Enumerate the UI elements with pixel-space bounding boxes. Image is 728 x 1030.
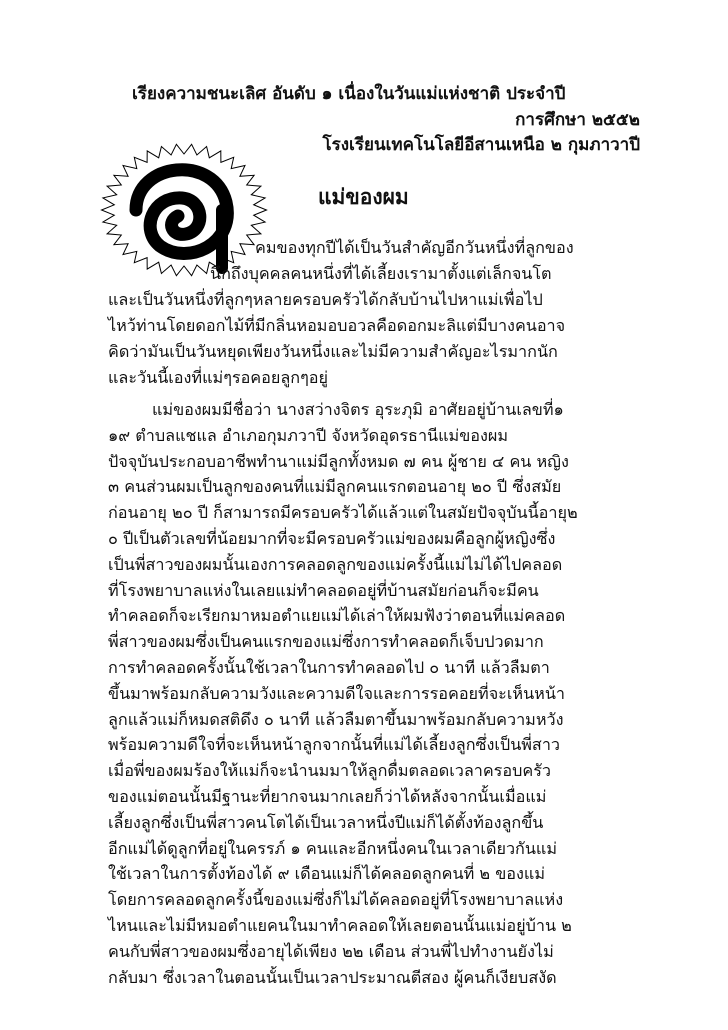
body-line: ที่โรงพยาบาลแห่งในเลยแม่ทำคลอดอยู่ที่บ้านสมัยก่อนก็จะมีคน bbox=[108, 580, 539, 600]
header-line-2: การศึกษา ๒๕๕๒ bbox=[515, 110, 640, 130]
body-line: ก่อนอายุ ๒๐ ปี ก็สามารถมีครอบครัวได้แล้วแต่ในสมัยปัจจุบันนี้อายุ๒ bbox=[108, 503, 578, 523]
body-line: ใช้เวลาในการตั้งท้องได้ ๙ เดือนแม่ก็ได้คลอดลูกคนที่ ๒ ของแม่ bbox=[108, 864, 546, 884]
intro-line-6: และวันนี้เองที่แม่ๆรอคอยลูกๆอยู่ bbox=[108, 368, 328, 387]
dropcap-numeral-icon bbox=[96, 140, 278, 280]
body-line: การทำคลอดครั้งนั้นใช้เวลาในการทำคลอดไป ๐ นาที แล้วลืมตา bbox=[108, 658, 550, 677]
header-line-3: โรงเรียนเทคโนโลยีอีสานเหนือ ๒ กุมภาวาปี bbox=[322, 135, 640, 155]
body-line: พี่สาวของผมซึ่งเป็นคนแรกของแม่ซึ่งการทำคลอดก็เจ็บปวดมาก bbox=[108, 632, 544, 652]
intro-line-2: นึกถึงบุคคลคนหนึ่งที่ได้เลี้ยงเรามาตั้งแต่เล็กจนโต bbox=[210, 264, 552, 283]
story-title: แม่ของผม bbox=[318, 185, 409, 209]
body-line: กลับมา ซึ่งเวลาในตอนนั้นเป็นเวลาประมาณตีสอง ผู้คนก็เงียบสงัด bbox=[108, 967, 557, 987]
body-line: ปัจจุบันประกอบอาชีพทำนาแม่มีลูกทั้งหมด ๗ คน ผู้ชาย ๔ คน หญิง bbox=[108, 451, 569, 471]
body-line: ขึ้นมาพร้อมกลับความวังและความดีใจและการรอคอยที่จะเห็นหน้า bbox=[108, 683, 565, 703]
intro-line-1: คมของทุกปีได้เป็นวันสำคัญอีกวันหนึ่งที่ลูกของ bbox=[255, 238, 574, 257]
body-line: ลูกแล้วแม่ก็หมดสติดึง ๐ นาที แล้วลืมตาขึ้นมาพร้อมกลับความหวัง bbox=[108, 709, 564, 729]
header-line-1: เรียงความชนะเลิศ อันดับ ๑ เนื่องในวันแม่แห่งชาติ ประจำปี bbox=[132, 84, 566, 104]
body-line: ไหนและไม่มีหมอตำแยคนในมาทำคลอดให้เลยตอนนั้นแม่อยู่บ้าน ๒ bbox=[108, 916, 572, 935]
body-line: เลี้ยงลูกซึ่งเป็นพี่สาวคนโตได้เป็นเวลาหนึ่งปีแม่ก็ได้ตั้งท้องลูกขึ้น bbox=[108, 812, 544, 832]
body-line: อีกแม่ได้ดูลูกที่อยู่ในครรภ์ ๑ คนและอีกหนึ่งคนในเวลาเดียวกันแม่ bbox=[108, 838, 558, 858]
intro-line-3: และเป็นวันหนึ่งที่ลูกๆหลายครอบครัวได้กลับบ้านไปหาแม่เพื่อไป bbox=[108, 290, 543, 309]
body-line: เมื่อพี่ของผมร้องให้แม่ก็จะนำนมมาให้ลูกดื่มตลอดเวลาครอบครัว bbox=[108, 761, 551, 781]
body-line: ๓ คนส่วนผมเป็นลูกของคนที่แม่มีลูกคนแรกตอนอายุ ๒๐ ปี ซึ่งสมัย bbox=[108, 477, 562, 497]
body-line: แม่ของผมมีชื่อว่า นางสว่างจิตร อุระภุมิ อาศัยอยู่บ้านเลขที่๑ bbox=[152, 400, 564, 419]
intro-line-5: คิดว่ามันเป็นวันหยุดเพียงวันหนึ่งและไม่มีความสำคัญอะไรมากนัก bbox=[108, 342, 558, 361]
body-line: พร้อมความดีใจที่จะเห็นหน้าลูกจากนั้นที่แม่ได้เลี้ยงลูกซึ่งเป็นพี่สาว bbox=[108, 735, 560, 755]
intro-line-4: ไหว้ท่านโดยดอกไม้ที่มีกลิ่นหอมอบอวลคือดอกมะลิแต่มีบางคนอาจ bbox=[108, 316, 566, 335]
body-line: โดยการคลอดลูกครั้งนี้ของแม่ซึ่งก็ไม่ได้คลอดอยู่ที่โรงพยาบาลแห่ง bbox=[108, 890, 564, 910]
body-line: ทำคลอดก็จะเรียกมาหมอตำแยแม่ได้เล่าให้ผมฟังว่าตอนที่แม่คลอด bbox=[108, 606, 566, 626]
body-line: คนกับพี่สาวของผมซึ่งอายุได้เพียง ๒๒ เดือน ส่วนพี่ไปทำงานยังไม่ bbox=[108, 941, 554, 961]
body-line: ๑๙ ตำบลแชแล อำเภอกุมภวาปี จังหวัดอุดรธานีแม่ของผม bbox=[108, 425, 509, 445]
body-line: ๐ ปีเป็นตัวเลขที่น้อยมากที่จะมีครอบครัวแม่ของผมคือลูกผู้หญิงซึ่ง bbox=[108, 529, 556, 548]
body-line: ของแม่ตอนนั้นมีฐานะที่ยากจนมากเลยก็ว่าได้หลังจากนั้นเมื่อแม่ bbox=[108, 787, 547, 806]
body-line: เป็นพี่สาวของผมนั้นเองการคลอดลูกของแม่ครั้งนี้แม่ไม่ได้ไปคลอด bbox=[108, 554, 563, 574]
